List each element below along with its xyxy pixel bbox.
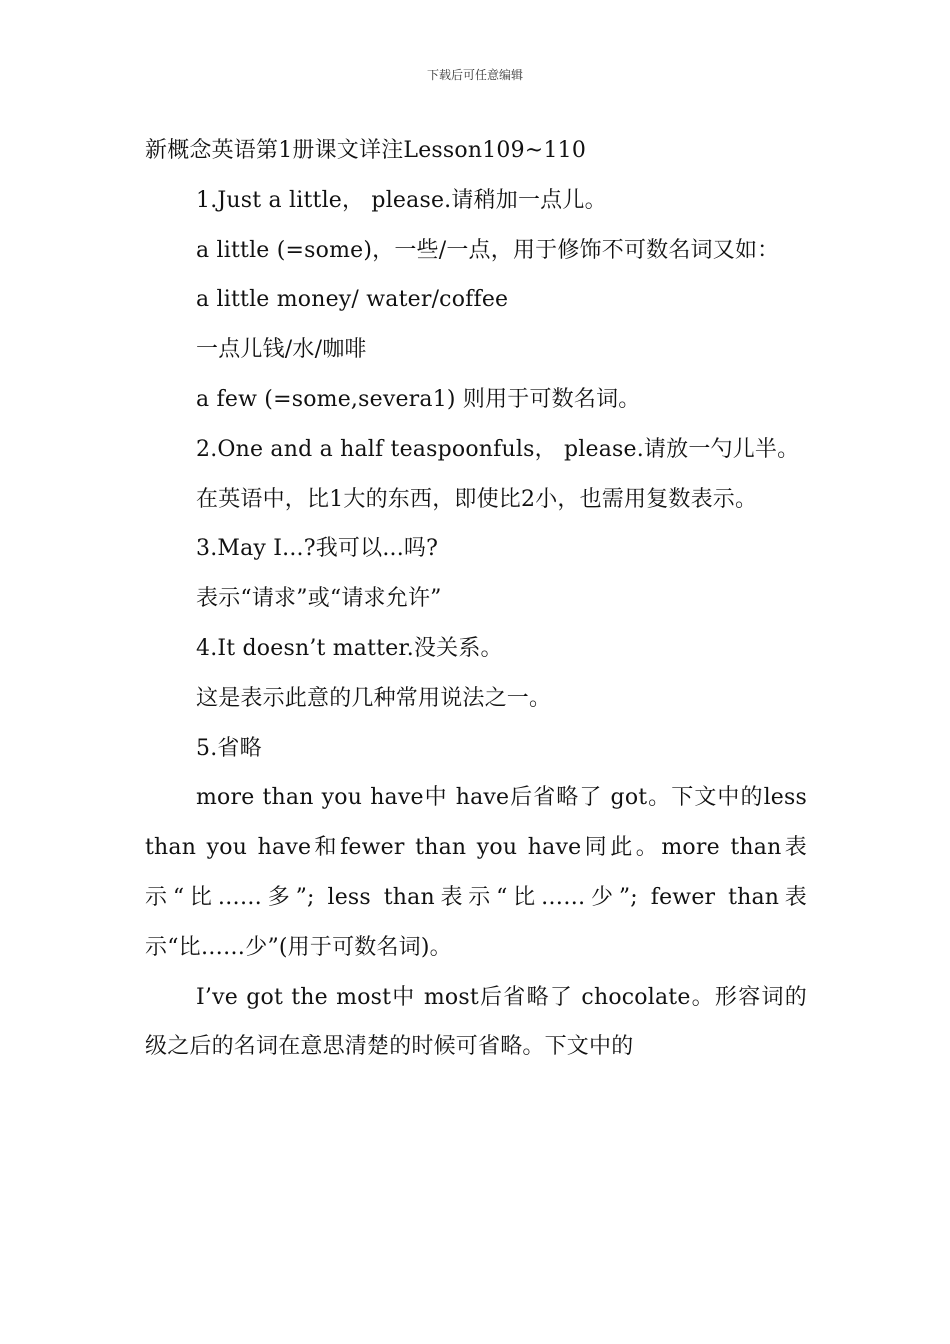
paragraph: 一点儿钱/水/咖啡 [196, 337, 367, 363]
paragraph: more than you have中 have后省略了 got。下文中的less than you have和fewer than you have同此。more than表示“比……多”; less than表示“比……少”; fewer than表示“比……少”(用于可数名词)。 [145, 785, 807, 960]
paragraph: a few (=some,severa1) 则用于可数名词。 [196, 386, 641, 412]
paragraph: 4.It doesn’t matter.没关系。 [196, 635, 503, 661]
document-title: 新概念英语第1册课文详注Lesson109~110 [145, 138, 587, 163]
page-header-note: 下载后可任意编辑 [426, 68, 523, 82]
paragraph: 在英语中，比1大的东西，即使比2小，也需用复数表示。 [196, 486, 758, 512]
paragraph: 1.Just a little， please.请稍加一点儿。 [196, 187, 607, 213]
paragraph: 3.May I...?我可以...吗? [196, 536, 439, 562]
paragraph: 这是表示此意的几种常用说法之一。 [196, 685, 552, 711]
paragraph: I’ve got the most中 most后省略了 chocolate。形容词的级之后的名词在意思清楚的时候可省略。下文中的 [145, 984, 807, 1060]
paragraph: 2.One and a half teaspoonfuls， please.请放一勺儿半。 [196, 436, 800, 462]
document-body [145, 126, 807, 1072]
paragraph: 表示“请求”或“请求允许” [196, 586, 442, 612]
paragraph: a little (=some)，一些/一点，用于修饰不可数名词又如： [196, 237, 780, 263]
paragraph: a little money/ water/coffee [196, 287, 509, 313]
paragraph: 5.省略 [196, 735, 262, 761]
